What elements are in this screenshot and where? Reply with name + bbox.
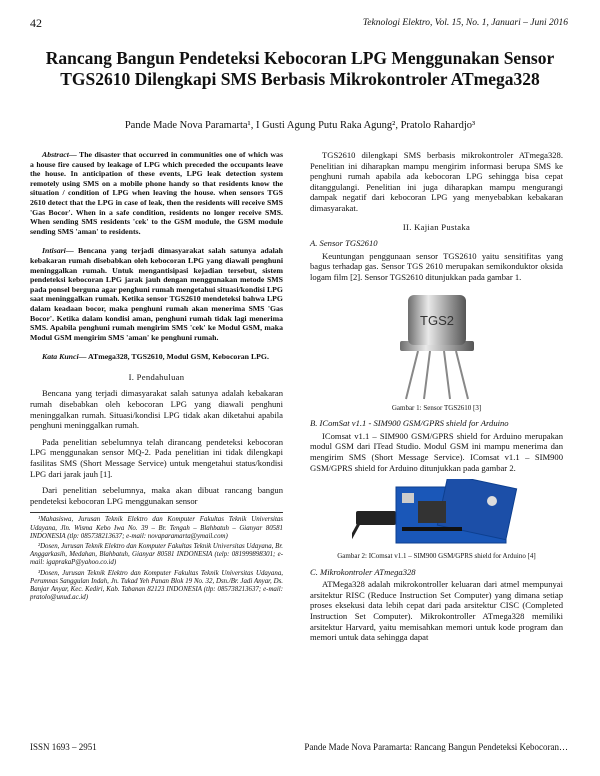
sim-slot xyxy=(402,493,414,503)
figure-tgs2610-sensor xyxy=(362,289,512,401)
figure-caption: Gambar 1: Sensor TGS2610 [3] xyxy=(391,403,482,412)
footnote: ³Dosen, Jurusan Teknik Elektro dan Komputer Fakultas Teknik Universitas Udayana, Perumnas Sanggulan Indah, Jn. Tukad Yeh Panan Blok 19 No. 32, Dsn./Br. Jadi Anyar, Ds. Banjar Anyar, Kec. Kediri, Kab. Tabanan 82123 INDONESIA (tlp: 085738213637; e-mail: pratolo@unud.ac.id) xyxy=(30,569,283,602)
subsection-heading: B. IComSat v1.1 - SIM900 GSM/GPRS shield for Arduino xyxy=(310,418,509,429)
left-column xyxy=(30,150,283,604)
section-heading-kajian-pustaka: II. Kajian Pustaka xyxy=(402,221,471,232)
sensor-pin xyxy=(406,351,418,399)
subsection-heading: C. Mikrokontroler ATmega328 xyxy=(310,566,416,577)
sensor-pin xyxy=(424,351,430,399)
journal-header: Teknologi Elektro, Vol. 15, No. 1, Januari – Juni 2016 xyxy=(362,18,568,28)
abstract xyxy=(30,150,283,236)
sensor-marking: TGS2 xyxy=(419,312,454,328)
footer-issn: ISSN 1693 – 2951 xyxy=(30,742,97,752)
authors: Pande Made Nova Paramarta¹, I Gusti Agung Putu Raka Agung², Pratolo Rahardjo³ xyxy=(124,120,476,131)
paragraph: Dari penelitian sebelumnya, maka akan dibuat rancang bangun pendeteksi kebocoran LPG menggunakan sensor xyxy=(30,485,283,506)
abstract-text: — The disaster that occurred in communities one of which was a house fire caused by leakage of LPG which preceded the occupants leave the house. In anticipation of these events, LPG leak detection system remotely using SMS on a mobile phone handy so that residents know the situation / condition of LPG when leaving the house. when sensors TGS 2610 detect that the LPG in case of leak, then the residents will receive SMS 'Gas Bocor'. When in a safe condition, residents no longer receive SMS. When sending SMS residents 'cek' to the GSM module, the GSM module sending SMS 'aman' to residents. xyxy=(30,150,283,236)
keywords xyxy=(30,352,283,362)
intisari-text: — Bencana yang terjadi dimasyarakat salah satunya adalah kebakaran rumah disebabkan oleh kebocoran LPG yang diawali penghuni meninggalkan rumah. Untuk mengantisipasi kejadian tersebut, sistem pendeteksi kebocoran LPG jarak jauh dengan menggunakan metode SMS pada ponsel berguna agar penghuni rumah mengetahui situasi/kondisi LPG saat meninggalkan rumah. Ketika sensor TGS2610 mendeteksi bahwa LPG dalam keadaan bocor, maka penghuni rumah akan menerima SMS 'Gas Bocor'. Ketika dalam kondisi aman, penghuni rumah tidak lagi menerima SMS. Apabila penghuni rumah mengirim SMS 'cek' ke Modul GSM, maka Modul GSM mengirim SMS 'aman' ke penghuni rumah. xyxy=(30,246,283,342)
figure-caption: Gambar 2: IComsat v1.1 – SIM900 GSM/GPRS shield for Arduino [4] xyxy=(337,552,536,561)
paragraph: Keuntungan penggunaan sensor TGS2610 yaitu sensitifitas yang bagus terhadap gas. Sensor TGS 2610 merupakan semikonduktor oksida logam film [2]. Sensor TGS2610 ditunjukkan pada gambar 1. xyxy=(310,250,563,282)
sensor-pin xyxy=(456,351,468,399)
intisari xyxy=(30,246,283,342)
paragraph: IComsat v1.1 – SIM900 GSM/GPRS shield for Arduino merupakan modul GSM dari ITead Studio. Modul GSM ini mampu menerima dan mengirim SMS (Short Message Service). IComsat v1.1 – SIM900 GSM/GPRS shield for Arduino ditunjukkan pada gambar 2. xyxy=(310,430,563,473)
footnote: ²Dosen, Jurusan Teknik Elektro dan Komputer Fakultas Teknik Universitas Udayana, Br. Anggarkasih, Medahan, Blahbatuh, Gianyar 80581 INDONESIA (telp: 081999898301; e-mail: igaprakaP@yahoo.co.id) xyxy=(30,543,283,567)
sim900-chip xyxy=(418,501,446,523)
paragraph: ATMega328 adalah mikrokontroller keluaran dari atmel mempunyai arsitektur RISC (Reduce Instruction Set Computer) yang dimana setiap proses eksekusi data lebih cepat dari pada arsitektur CISC (Completed Instruction Set Computer). Mikrokontroller ATmega328 memiliki arsitektur Harvard, yaitu memisahkan memori untuk kode program dan memori untuk data sehingga dapat xyxy=(310,579,563,643)
paragraph: TGS2610 dilengkapi SMS berbasis mikrokontroler ATmega328. Penelitian ini diharapkan mampu mengirim informasi berupa SMS ke penghuni rumah apabila ada kebocoran LPG sehingga bisa cepat ditanggulangi. Penelitian ini juga diharapkan mampu mengurangi dampak negatif dari kebocoran LPG yang menyebabkan kebakaran dimasyarakat. xyxy=(310,150,563,213)
paragraph: Pada penelitian sebelumnya telah dirancang pendeteksi kebocoran LPG menggunakan sensor MQ-2. Pada penelitian ini tidak dilengkapi fasilitas SMS (Short Message Service) untuk mengetahui status/kondisi LPG dari jarak jauh [1]. xyxy=(30,436,283,479)
page-number: 42 xyxy=(30,16,42,30)
keywords-label: Kata Kunci xyxy=(42,352,79,362)
abstract-label: Abstract xyxy=(42,150,69,159)
connector xyxy=(487,496,497,506)
header-pins xyxy=(402,527,462,531)
footer-running-title: Pande Made Nova Paramarta: Rancang Bangun Pendeteksi Kebocoran… xyxy=(304,742,568,752)
sensor-pin xyxy=(444,351,450,399)
footnote: ¹Mahasiswa, Jurusan Teknik Elektro dan Komputer Fakultas Teknik Universitas Udayana, Jln. Wisma Kebo Iwa No. 39 – Br. Tengah – Blahbatuh – Gianyar 80581 INDONESIA (tlp: 085738213637; e-mail: novaparamarta@ymail.com) xyxy=(30,516,283,540)
footnotes xyxy=(30,512,283,602)
intisari-label: Intisari xyxy=(42,246,66,256)
section-heading-introduction: I. Pendahuluan xyxy=(128,371,185,382)
subsection-heading: A. Sensor TGS2610 xyxy=(310,238,378,249)
keywords-text: — ATmega328, TGS2610, Modul GSM, Kebocoran LPG. xyxy=(78,352,269,362)
paper-title: Rancang Bangun Pendeteksi Kebocoran LPG Menggunakan Sensor TGS2610 Dilengkapi SMS Berbasis Mikrokontroler ATmega328 xyxy=(45,48,555,89)
right-column xyxy=(310,150,563,649)
paragraph: Bencana yang terjadi dimasyarakat salah satunya adalah kebakaran rumah disebabkan oleh kebocoran LPG yang diawali penghuni meninggalkan rumah. Situasi/kondisi LPG tidak akan diketahui apabila penghuni meninggalkan rumah. xyxy=(30,388,283,431)
figure-gsm-shield xyxy=(352,479,522,549)
